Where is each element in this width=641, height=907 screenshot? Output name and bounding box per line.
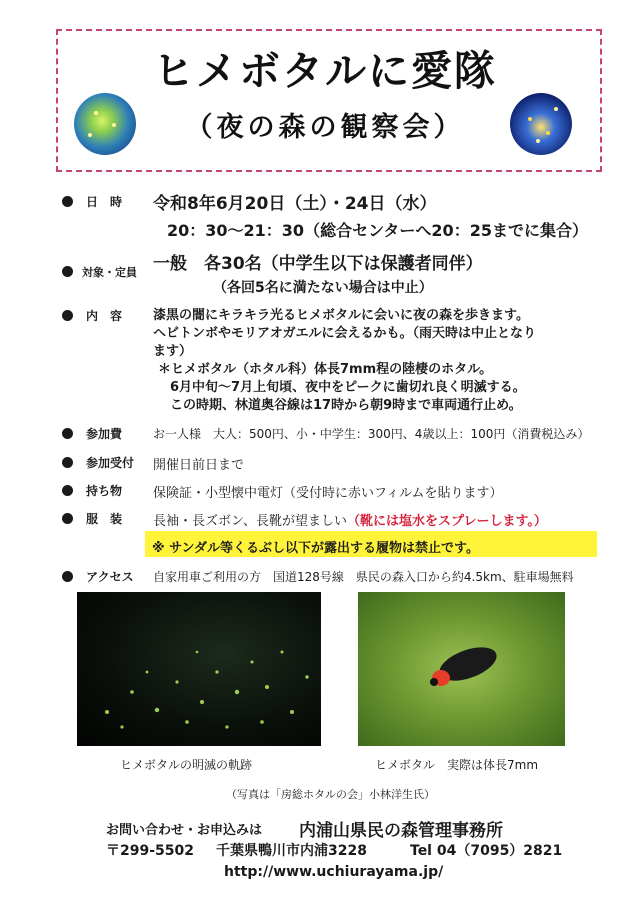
label-content: 内 容: [86, 309, 123, 323]
label-fee: 参加費: [86, 427, 123, 441]
contact-inquiry: お問い合わせ・お申込みは: [106, 823, 263, 838]
right-photo-caption: ヒメボタル 実際は体長7mm: [375, 758, 539, 772]
contact-address: 千葉県鴨川市内浦3228: [216, 843, 367, 859]
date-line2: 20：30～21：30（総合センターへ20：25までに集合）: [167, 221, 588, 240]
page-subtitle: （夜の森の観察会）: [185, 112, 465, 143]
content-line3: ます）: [153, 344, 193, 359]
left-photo-caption: ヒメボタルの明滅の軌跡: [120, 758, 253, 772]
content-line2: ヘビトンボやモリアオガエルに会えるかも。（雨天時は中止となり: [153, 326, 536, 341]
content-line5: 6月中旬～7月上旬頃、夜中をピークに歯切れ良く明滅する。: [170, 380, 526, 395]
bullet-date: [62, 196, 73, 207]
website-link[interactable]: http://www.uchiurayama.jp/: [224, 864, 444, 880]
firefly-body-drawing: [358, 592, 565, 746]
label-target: 対象・定員: [82, 266, 137, 279]
firefly-orb-left-image: [74, 93, 136, 155]
content-line4: ＊ヒメボタル（ホタル科）体長7mm程の陸棲のホタル。: [158, 362, 493, 377]
photo-credit: （写真は「房総ホタルの会」小林洋生氏）: [226, 788, 435, 801]
content-line6: この時期、林道奥谷線は17時から朝9時まで車両通行止め。: [170, 398, 522, 413]
reception-text: 開催日前日まで: [153, 458, 245, 473]
label-belongings: 持ち物: [86, 484, 123, 498]
clothing-text: 長袖・長ズボン、長靴が望ましい: [153, 514, 347, 529]
bullet-fee: [62, 428, 73, 439]
content-line1: 漆黒の闇にキラキラ光るヒメボタルに会いに夜の森を歩きます。: [153, 308, 529, 323]
firefly-trails-dots: [77, 592, 321, 746]
label-clothing: 服 装: [86, 512, 123, 526]
target-line1: 一般 各30名（中学生以下は保護者同伴）: [153, 254, 483, 274]
access-text: 自家用車ご利用の方 国道128号線 県民の森入口から約4.5km、駐車場無料: [153, 570, 574, 584]
bullet-reception: [62, 457, 73, 468]
date-line1: 令和8年6月20日（土）・24日（水）: [153, 194, 437, 214]
clothing-line: [153, 510, 547, 529]
label-date: 日 時: [86, 195, 123, 209]
firefly-closeup-photo: [358, 592, 565, 746]
contact-office: 内浦山県民の森管理事務所: [299, 821, 503, 841]
bullet-belongings: [62, 485, 73, 496]
fee-text: お一人様 大人：500円、小・中学生：300円、4歳以上：100円（消費税込み）: [153, 427, 590, 441]
firefly-orb-right-image: [510, 93, 572, 155]
target-line2: （各回5名に満たない場合は中止）: [213, 280, 433, 296]
firefly-trails-photo: [77, 592, 321, 746]
warning-banner-text: ※ サンダル等くるぶし以下が露出する履物は禁止です。: [152, 541, 479, 556]
page-title: ヒメボタルに愛隊: [153, 47, 497, 95]
bullet-clothing: [62, 513, 73, 524]
contact-postal: 〒299-5502: [106, 843, 194, 859]
label-reception: 参加受付: [86, 456, 135, 470]
clothing-note: （靴には塩水をスプレーします。）: [346, 514, 547, 529]
contact-tel: Tel 04（7095）2821: [410, 843, 563, 859]
label-access: アクセス: [86, 570, 134, 584]
bullet-content: [62, 310, 73, 321]
bullet-access: [62, 571, 73, 582]
bullet-target: [62, 266, 73, 277]
belongings-text: 保険証・小型懐中電灯（受付時に赤いフィルムを貼ります）: [153, 486, 503, 501]
